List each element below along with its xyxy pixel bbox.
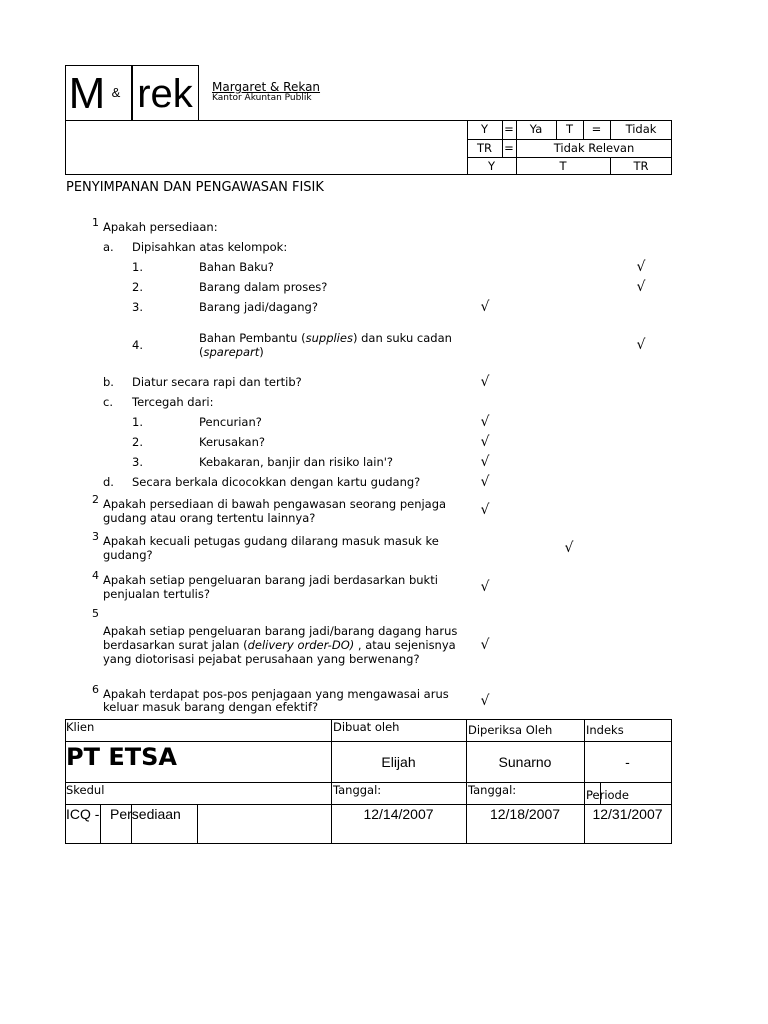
footer-col-line-3 — [584, 719, 585, 844]
q5-text-line2 — [103, 638, 456, 652]
q4-check-y: √ — [480, 579, 490, 595]
q1a1-number: 1. — [132, 260, 143, 274]
legend-row-line-1 — [467, 139, 672, 140]
q1a4-check-tr: √ — [636, 337, 646, 353]
q1a4-text-line2 — [199, 345, 264, 359]
q4-text-line1: Apakah setiap pengeluaran barang jadi berdasarkan bukti — [103, 573, 438, 587]
q1a4-number: 4. — [132, 338, 143, 352]
q5-text-line2-a: berdasarkan surat jalan ( — [103, 638, 248, 652]
q6-text-line2: keluar masuk barang dengan efektif? — [103, 700, 319, 714]
legend-t: T — [565, 122, 574, 136]
q5-check-y: √ — [480, 637, 490, 653]
q1b-label: b. — [103, 375, 114, 389]
q1a4-text-line1 — [199, 331, 452, 345]
q1c2-text: Kerusakan? — [199, 435, 265, 449]
q5-text-line1: Apakah setiap pengeluaran barang jadi/barang dagang harus — [103, 624, 458, 638]
q1-number: 1 — [92, 216, 99, 229]
tanggal-diperiksa-label: Tanggal: — [468, 783, 517, 797]
section-title: PENYIMPANAN DAN PENGAWASAN FISIK — [66, 180, 324, 195]
q1c-label: c. — [103, 395, 113, 409]
q1a3-text: Barang jadi/dagang? — [199, 300, 318, 314]
legend-row-line-2 — [467, 157, 672, 158]
indeks-label: Indeks — [586, 723, 624, 737]
klien-label: Klien — [66, 720, 95, 734]
q1a-label: a. — [103, 240, 114, 254]
firm-subtitle: Kantor Akuntan Publik — [212, 93, 312, 103]
legend-eq-1: = — [504, 122, 514, 136]
logo-ampersand: & — [111, 85, 121, 100]
dibuat-label: Dibuat oleh — [333, 720, 400, 734]
periode-value: 12/31/2007 — [592, 806, 663, 822]
legend-eq-3: = — [504, 141, 514, 155]
q1a4-text-sparepart: sparepart — [203, 345, 260, 359]
footer-right-border — [671, 719, 672, 844]
footer-col-line-1 — [331, 719, 332, 844]
q1b-text: Diatur secara rapi dan tertib? — [132, 375, 302, 389]
q1a4-text-supplies: supplies — [305, 331, 353, 345]
tanggal-dibuat-label: Tanggal: — [333, 783, 382, 797]
header-left-line — [65, 120, 66, 175]
legend-y: Y — [480, 122, 489, 136]
skedul-name: Persediaan — [110, 806, 181, 822]
skedul-label: Skedul — [66, 783, 105, 797]
q4-text-line2: penjualan tertulis? — [103, 587, 210, 601]
q1c2-check-y: √ — [480, 434, 490, 450]
q1a3-check-y: √ — [480, 299, 490, 315]
q5-text-line2-italic: delivery order-DO) — [247, 638, 355, 652]
q4-number: 4 — [92, 569, 99, 582]
q6-text-line1: Apakah terdapat pos-pos penjagaan yang mengawasai arus — [103, 687, 449, 701]
q1d-label: d. — [103, 475, 114, 489]
header-top-line — [65, 120, 672, 121]
q1c-text: Tercegah dari: — [132, 395, 214, 409]
q3-check-t: √ — [564, 540, 574, 556]
q1a3-number: 3. — [132, 300, 143, 314]
legend-eq-2: = — [591, 122, 602, 136]
q5-text-line3: yang diotorisasi pejabat perusahaan yang berwenang? — [103, 652, 420, 666]
q1a1-text: Bahan Baku? — [199, 260, 274, 274]
q1c1-text: Pencurian? — [199, 415, 262, 429]
q6-check-y: √ — [480, 693, 490, 709]
q2-number: 2 — [92, 493, 99, 506]
q1b-check-y: √ — [480, 374, 490, 390]
q1d-text: Secara berkala dicocokkan dengan kartu gudang? — [132, 475, 421, 489]
q3-number: 3 — [92, 530, 99, 543]
q1a4-text-b: ) dan suku cadan — [352, 331, 452, 345]
legend-tr: TR — [476, 141, 492, 155]
column-header-t: T — [559, 159, 567, 173]
q1-text: Apakah persediaan: — [103, 220, 218, 234]
footer-skedul-line-3 — [197, 804, 198, 844]
q3-text-line1: Apakah kecuali petugas gudang dilarang masuk masuk ke — [103, 534, 439, 548]
indeks-value: - — [625, 754, 630, 770]
q2-text-line1: Apakah persediaan di bawah pengawasan seorang penjaga — [103, 497, 447, 511]
q6-number: 6 — [92, 683, 99, 696]
q1a-text: Dipisahkan atas kelompok: — [132, 240, 288, 254]
legend-ya: Ya — [529, 122, 543, 136]
diperiksa-label: Diperiksa Oleh — [468, 723, 553, 737]
q1d-check-y: √ — [480, 474, 490, 490]
footer-skedul-line-1 — [100, 804, 101, 844]
client-name: PT ETSA — [66, 743, 177, 771]
legend-tidak-relevan: Tidak Relevan — [553, 141, 635, 155]
footer-line-4 — [65, 804, 672, 805]
tanggal-diperiksa-value: 12/18/2007 — [489, 806, 561, 822]
footer-line-bottom — [65, 843, 672, 844]
q1c3-text: Kebakaran, banjir dan risiko lain'? — [199, 455, 394, 469]
q1a2-check-tr: √ — [636, 279, 646, 295]
q2-text-line2: gudang atau orang tertentu lainnya? — [103, 511, 316, 525]
periode-label: Periode — [586, 788, 629, 802]
q1a4-text-open: ( — [199, 345, 204, 359]
legend-tidak: Tidak — [625, 122, 657, 136]
q1c1-check-y: √ — [480, 414, 490, 430]
q1a4-text-close: ) — [259, 345, 264, 359]
q1a2-number: 2. — [132, 280, 143, 294]
footer-left-border — [65, 719, 66, 844]
logo-letter-m: M — [68, 69, 106, 118]
q1a4-text-a: Bahan Pembantu ( — [199, 331, 306, 345]
q1a1-check-tr: √ — [636, 259, 646, 275]
q3-text-line2: gudang? — [103, 548, 153, 562]
q5-number: 5 — [92, 607, 99, 620]
header-bottom-line — [65, 174, 672, 175]
q2-check-y: √ — [480, 502, 490, 518]
q5-text-line2-b: , atau sejenisnya — [354, 638, 456, 652]
dibuat-value: Elijah — [381, 754, 416, 770]
q1c3-number: 3. — [132, 455, 143, 469]
q1c1-number: 1. — [132, 415, 143, 429]
diperiksa-value: Sunarno — [498, 754, 552, 770]
logo-letters-rek: rek — [137, 72, 193, 116]
footer-col-line-2 — [466, 719, 467, 844]
column-header-y: Y — [487, 159, 496, 173]
q1c2-number: 2. — [132, 435, 143, 449]
column-header-tr: TR — [633, 159, 649, 173]
firm-name: Margaret & Rekan — [212, 80, 321, 94]
q1c3-check-y: √ — [480, 454, 490, 470]
q1a2-text: Barang dalam proses? — [199, 280, 328, 294]
tanggal-dibuat-value: 12/14/2007 — [363, 806, 434, 822]
skedul-code: ICQ - — [66, 806, 100, 822]
